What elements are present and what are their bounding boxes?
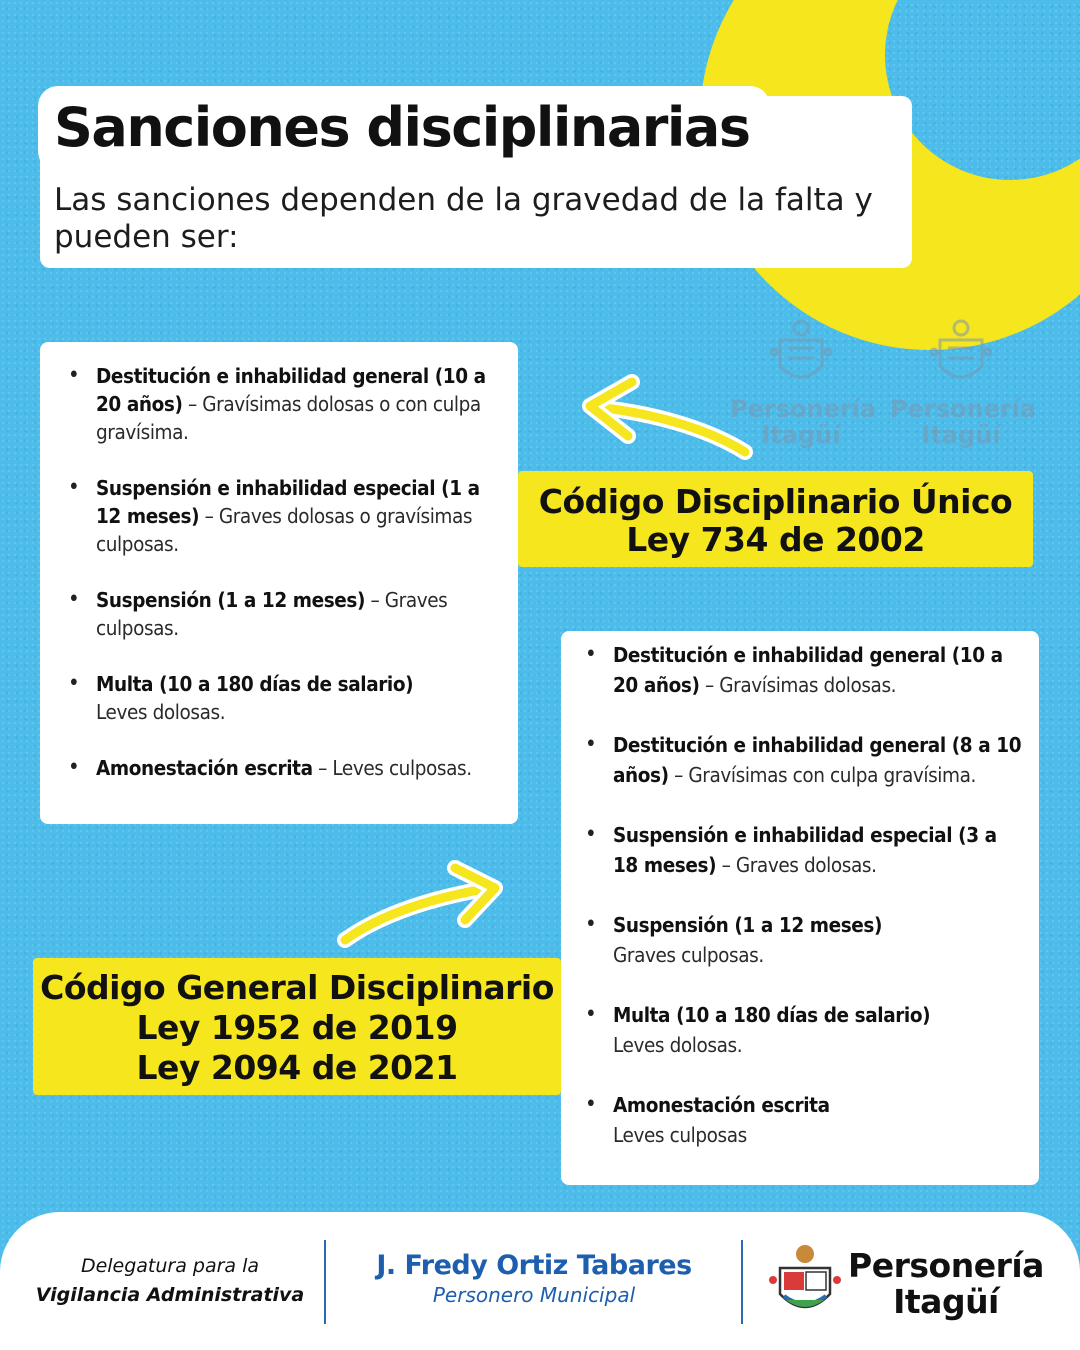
footer-divider <box>324 1240 326 1324</box>
list-item: • Amonestación escrita – Leves culposas. <box>66 754 500 782</box>
footer-left-line2: Vigilancia Administrativa <box>35 1284 305 1306</box>
sanctions-list <box>583 640 1025 1150</box>
footer-left-line1: Delegatura para la <box>80 1255 260 1277</box>
watermark-line2: Itagüí <box>761 421 841 449</box>
page-subtitle: Las sanciones dependen de la gravedad de la falta y pueden ser: <box>54 182 873 255</box>
coat-of-arms-icon <box>768 1242 842 1322</box>
coat-of-arms-icon <box>930 318 992 390</box>
sanctions-list <box>66 362 500 782</box>
law-label-line1: Código General Disciplinario <box>40 968 554 1007</box>
brand-line2: Itagüí <box>893 1282 999 1321</box>
list-item: • Suspensión (1 a 12 meses) Graves culposas. <box>583 910 1025 970</box>
sanctions-card-ley-1952 <box>561 631 1039 1185</box>
watermark-line1: Personería <box>730 395 877 423</box>
law-label-line1: Código Disciplinario Único <box>538 482 1013 521</box>
brand-line1: Personería <box>848 1246 1044 1285</box>
signatory-name: J. Fredy Ortiz Tabares <box>376 1250 692 1281</box>
page-title: Sanciones disciplinarias <box>44 92 764 165</box>
watermark-line1: Personería <box>890 395 1037 423</box>
law-label-ley-734 <box>518 471 1033 567</box>
footer-delegatura <box>30 1252 310 1310</box>
law-label-ley-1952 <box>33 958 561 1095</box>
footer-divider <box>741 1240 743 1324</box>
list-item: • Suspensión (1 a 12 meses) – Graves culposas. <box>66 586 500 642</box>
sanctions-card-ley-734 <box>40 342 518 824</box>
list-item: • Amonestación escrita Leves culposas <box>583 1090 1025 1150</box>
list-item: • Suspensión e inhabilidad especial (1 a 12 meses) – Graves dolosas o gravísimas culposas. <box>66 474 500 558</box>
list-item: • Multa (10 a 180 días de salario) Leves dolosas. <box>583 1000 1025 1060</box>
law-label-line2: Ley 1952 de 2019 <box>136 1008 458 1047</box>
coat-of-arms-icon <box>770 318 832 390</box>
list-item: • Multa (10 a 180 días de salario) Leves dolosas. <box>66 670 500 726</box>
list-item: • Destitución e inhabilidad general (8 a 10 años) – Gravísimas con culpa gravísima. <box>583 730 1025 790</box>
footer-signatory <box>340 1250 728 1307</box>
list-item: • Destitución e inhabilidad general (10 a 20 años) – Gravísimas dolosas o con culpa gravísima. <box>66 362 500 446</box>
footer-brand <box>846 1248 1046 1320</box>
law-label-line2: Ley 734 de 2002 <box>626 520 925 559</box>
list-item: • Destitución e inhabilidad general (10 a 20 años) – Gravísimas dolosas. <box>583 640 1025 700</box>
footer <box>0 1212 1080 1350</box>
watermark-line2: Itagüí <box>921 421 1001 449</box>
law-label-line3: Ley 2094 de 2021 <box>136 1048 458 1087</box>
list-item: • Suspensión e inhabilidad especial (3 a 18 meses) – Graves dolosas. <box>583 820 1025 880</box>
arrow-left-icon <box>570 370 760 470</box>
watermark-logo <box>890 318 1037 449</box>
signatory-role: Personero Municipal <box>432 1283 636 1307</box>
arrow-right-icon <box>330 860 515 955</box>
